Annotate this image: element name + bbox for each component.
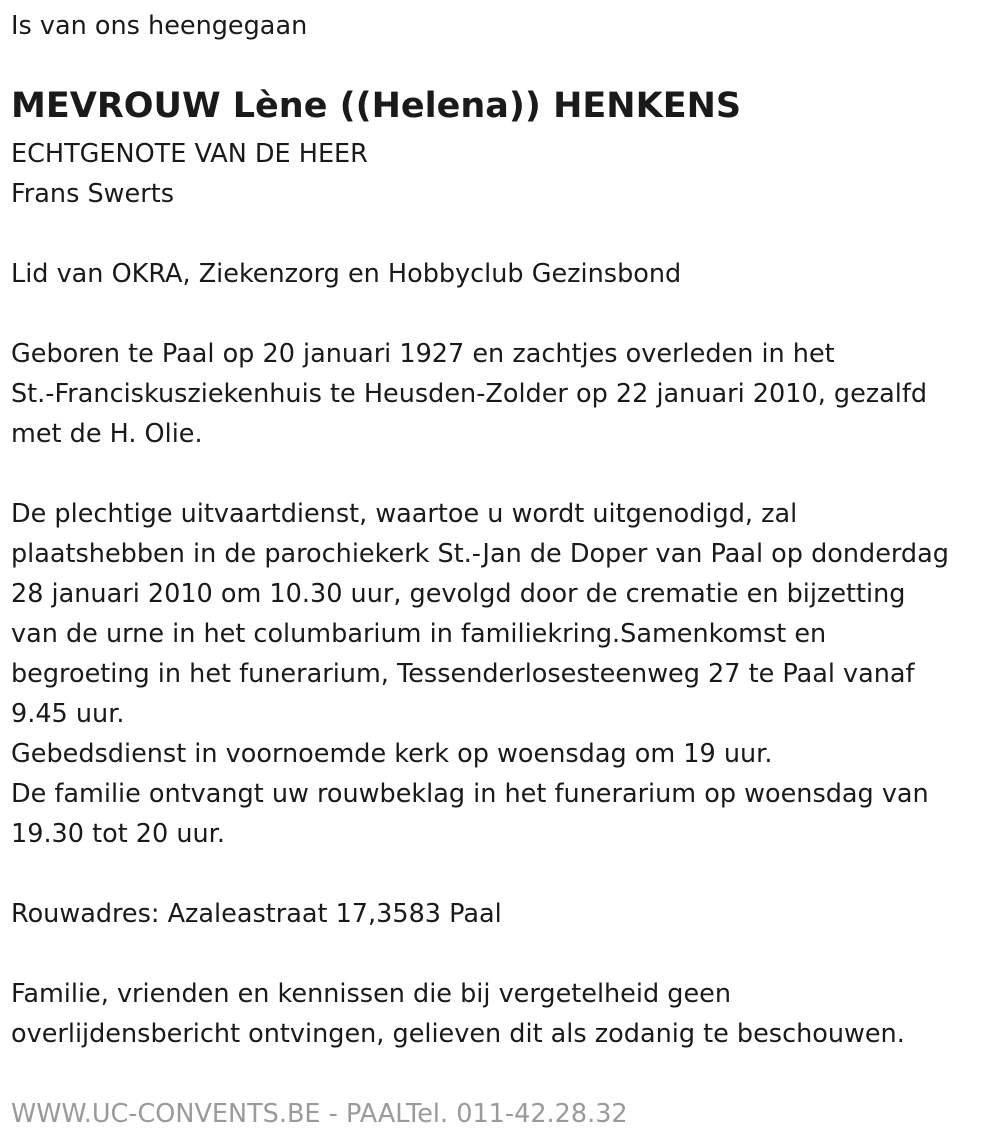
- birth-death-block: [11, 334, 927, 454]
- membership-text: Lid van OKRA, Ziekenzorg en Hobbyclub Gezinsbond: [11, 259, 682, 289]
- mourning-address: Rouwadres: Azaleastraat 17,3583 Paal: [11, 899, 502, 929]
- footer-contact: WWW.UC-CONVENTS.BE - PAALTel. 011-42.28.32: [11, 1099, 628, 1129]
- spouse-line: ECHTGENOTE VAN DE HEER: [11, 139, 368, 169]
- funeral-line: plaatshebben in de parochiekerk St.-Jan de Doper van Paal op donderdag: [11, 539, 949, 569]
- condolence-line: De familie ontvangt uw rouwbeklag in het funerarium op woensdag van: [11, 779, 929, 809]
- spouse-block: [11, 134, 368, 214]
- funeral-block: [11, 494, 949, 854]
- family-note-line: Familie, vrienden en kennissen die bij vergetelheid geen: [11, 979, 731, 1009]
- birth-death-line: met de H. Olie.: [11, 419, 203, 449]
- condolence-line: 19.30 tot 20 uur.: [11, 819, 225, 849]
- birth-death-line: St.-Franciskusziekenhuis te Heusden-Zolder op 22 januari 2010, gezalfd: [11, 379, 928, 409]
- prayer-service-line: Gebedsdienst in voornoemde kerk op woensdag om 19 uur.: [11, 739, 773, 769]
- family-note-block: [11, 974, 905, 1054]
- intro-text: Is van ons heengegaan: [11, 11, 308, 41]
- birth-death-line: Geboren te Paal op 20 januari 1927 en zachtjes overleden in het: [11, 339, 835, 369]
- funeral-line: 9.45 uur.: [11, 699, 125, 729]
- family-note-line: overlijdensbericht ontvingen, gelieven dit als zodanig te beschouwen.: [11, 1019, 905, 1049]
- funeral-line: van de urne in het columbarium in familiekring.Samenkomst en: [11, 619, 827, 649]
- funeral-line: 28 januari 2010 om 10.30 uur, gevolgd door de crematie en bijzetting: [11, 579, 906, 609]
- spouse-line: Frans Swerts: [11, 179, 174, 209]
- address-block: [11, 894, 502, 934]
- funeral-line: begroeting in het funerarium, Tessenderlosesteenweg 27 te Paal vanaf: [11, 659, 915, 689]
- membership-block: [11, 254, 681, 294]
- funeral-line: De plechtige uitvaartdienst, waartoe u wordt uitgenodigd, zal: [11, 499, 798, 529]
- deceased-name: MEVROUW Lène ((Helena)) HENKENS: [11, 86, 742, 126]
